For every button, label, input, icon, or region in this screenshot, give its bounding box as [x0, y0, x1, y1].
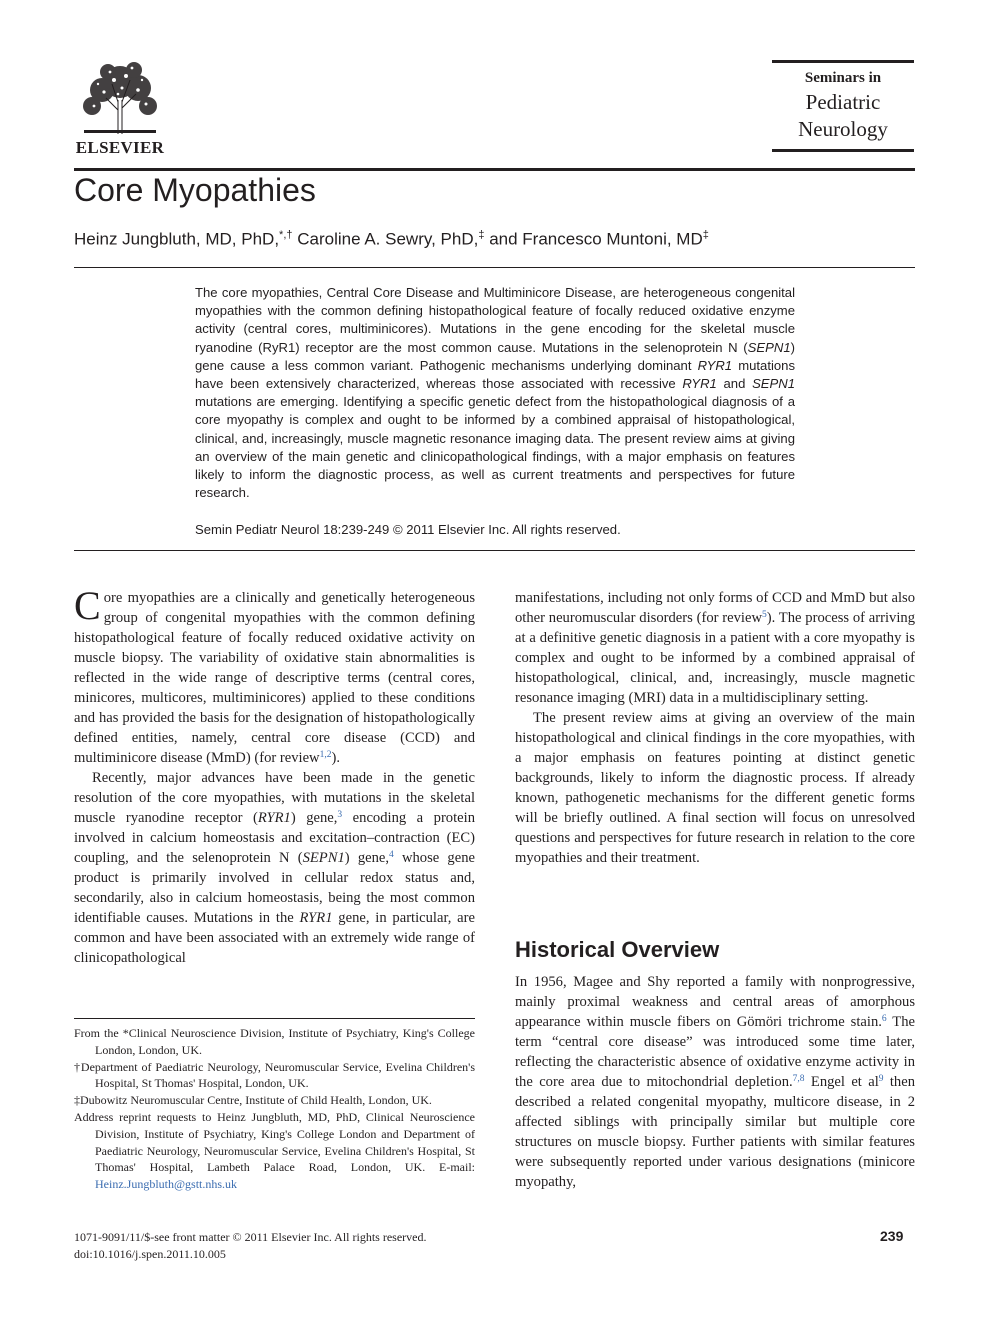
abstract-text: The core myopathies, Central Core Disease and Multiminicore Disease, are heterogeneous congenital myopathies with the common defining histopathological feature of focally reduced oxidative enzyme activity (central cores, multiminicores). Mutations in the gene encoding for the skeletal muscle ryanodine (RyR1) receptor are the most common cause. Mutations in the selenoprotein N (SEPN1) gene cause a less common variant. Pathogenic mechanisms underlying dominant RYR1 mutations have been extensively characterized, whereas those associated with recessive RYR1 and SEPN1 mutations are emerging. Identifying a specific genetic defect from the histopathological diagnosis of a core myopathy is complex and ought to be informed by a combined appraisal of histopathological, clinical, and, increasingly, muscle magnetic resonance imaging data. The present review aims at giving an overview of the main genetic and clinicopathological findings, with a major emphasis on features likely to inform the diagnostic process, as well as current treatments and perspectives for future research.: [195, 285, 796, 501]
elsevier-tree-icon: [78, 60, 162, 136]
reference-link[interactable]: 6: [881, 1014, 887, 1024]
gene-name: RYR1: [299, 910, 333, 926]
journal-prefix: Seminars in: [804, 70, 882, 86]
author-affiliation-marks: ‡: [702, 229, 709, 241]
author-rule: [74, 267, 915, 268]
reference-link[interactable]: 4: [389, 850, 394, 860]
author-list: [74, 229, 709, 250]
body-paragraph: [74, 583, 475, 768]
affiliation-note: ‡Dubowitz Neuromuscular Centre, Institute of Child Health, London, UK.: [74, 1093, 432, 1108]
footer-info: [74, 1229, 426, 1262]
body-paragraph: Recently, major advances have been made in the genetic resolution of the core myopathies, with mutations in the skeletal muscle ryanodine receptor (RYR1) gene,$^3$ encoding a protein involved in calcium homeostasis and excitation–contraction (EC) coupling, and the selenoprotein N (SEPN1) gene,$^4$ whose gene product is primarily involved in cellular redox status and, secondarily, also in calcium homeostasis, being the most common identifiable causes. Mutations in the RYR1 gene, in particular, are common and have been associated with an extremely wide range of clinicopathological: [74, 770, 475, 966]
gene-name: SEPN1: [752, 376, 796, 392]
publisher-logo: [74, 58, 166, 158]
citation-line: Semin Pediatr Neurol 18:239-249 © 2011 Elsevier Inc. All rights reserved.: [195, 522, 621, 537]
issn-line: 1071-9091/11/$-see front matter © 2011 Elsevier Inc. All rights reserved.: [74, 1230, 427, 1244]
gene-name: RYR1: [697, 357, 733, 373]
header-rule: [74, 168, 915, 171]
author-name: and Francesco Muntoni, MD: [484, 229, 703, 249]
journal-masthead: [772, 60, 914, 152]
body-column-right: [515, 588, 915, 868]
correspondence-note: [74, 1109, 475, 1193]
reference-link[interactable]: 7,8: [792, 1074, 805, 1084]
masthead-bottom-rule: [772, 149, 914, 152]
drop-cap: C: [74, 583, 101, 628]
gene-name: SEPN1: [302, 850, 345, 866]
publisher-wordmark: ELSEVIER: [75, 138, 165, 157]
footnotes: [74, 1025, 475, 1193]
affiliation-note: From the *Clinical Neuroscience Division, Institute of Psychiatry, King's College London, London, UK.: [74, 1026, 475, 1057]
footnote-rule: [74, 1018, 475, 1019]
reference-link[interactable]: 5: [762, 610, 767, 620]
abstract: [195, 284, 795, 502]
section-heading: Historical Overview: [515, 937, 720, 962]
reference-link[interactable]: 3: [337, 810, 343, 820]
author-affiliation-marks: ‡: [478, 229, 485, 241]
doi-line[interactable]: doi:10.1016/j.spen.2011.10.005: [74, 1246, 226, 1261]
page-number: 239: [880, 1228, 904, 1244]
email-link[interactable]: Heinz.Jungbluth@gstt.nhs.uk: [95, 1177, 238, 1192]
gene-name: RYR1: [257, 810, 291, 826]
body-paragraph: The present review aims at giving an overview of the main histopathological and clinical findings in the core myopathies, with a major emphasis on features pointing at distinct genetic backgrounds, likely to inform the diagnostic process. If already known, pathogenetic mechanisms for the different genetic forms will be briefly outlined. A final section will focus on unresolved questions and perspectives for future research in relation to the core myopathies and their treatment.: [515, 710, 915, 866]
body-paragraph: In 1956, Magee and Shy reported a family with nonprogressive, mainly proximal weakness and central areas of amorphous appearance within muscle fibers on Gömöri trichrome stain.$^6$ The term “central core disease” was introduced some time later, reflecting the characteristic absence of oxidative enzyme activity in the core area due to mitochondrial depletion.$^{7,8}$ Engel et al$^9$ then described a related congenital myopathy, multicore disease, in 2 affected siblings with principally similar but multiple core structures on muscle biopsy. Further patients with similar features were subsequently reported under various designations (minicore myopathy,: [515, 974, 915, 1190]
body-paragraph: manifestations, including not only forms of CCD and MmD but also other neuromuscular disorders (for review$^5$). The process of arriving at a definitive genetic diagnosis in a patient with a core myopathy is complex and ought to be informed by a combined appraisal of histopathological, clinical, and, increasingly, muscle magnetic resonance imaging (MRI) data in a multidisciplinary setting.: [515, 590, 915, 706]
abstract-rule: [74, 550, 915, 551]
reference-link[interactable]: 9: [878, 1074, 884, 1084]
masthead-top-rule: [772, 60, 914, 63]
journal-name-line1: Pediatric: [805, 90, 881, 114]
gene-name: SEPN1: [747, 339, 791, 355]
paragraph-text: ore myopathies are a clinically and genetically heterogeneous group of congenital myopathies with the common defining histopathological feature of focally reduced oxidative activity on muscle biopsy. The variability of oxidative stain abnormalities is reflected in the wide range of descriptive terms (central cores, minicores, multicores, multiminicores) applied to these conditions and has provided the basis for the designation of histopathologically defined entities, namely, central core disease (CCD) and multiminicore disease (MmD) (for review$^{1,2}$).: [74, 590, 475, 766]
journal-name-line2: Neurology: [798, 117, 888, 141]
correspondence-text: Address reprint requests to Heinz Jungbluth, MD, PhD, Clinical Neuroscience Division, Institute of Psychiatry, King's College London and Department of Paediatric Neurology, Neuromuscular Service, Evelina Children's Hospital, St Thomas' Hospital, Lambeth Palace Road, London, UK. E-mail:: [74, 1109, 475, 1175]
body-column-right-section: [515, 972, 915, 1192]
affiliation-note: †Department of Paediatric Neurology, Neuromuscular Service, Evelina Children's Hospital, St Thomas' Hospital, London, UK.: [74, 1059, 475, 1091]
reference-link[interactable]: 1,2: [319, 750, 332, 760]
author-name: Heinz Jungbluth, MD, PhD,: [74, 229, 280, 249]
gene-name: RYR1: [682, 376, 717, 392]
author-affiliation-marks: *,†: [279, 229, 293, 241]
body-column-left: [74, 583, 475, 968]
author-name: Caroline A. Sewry, PhD,: [292, 229, 479, 249]
article-title: Core Myopathies: [74, 172, 316, 208]
